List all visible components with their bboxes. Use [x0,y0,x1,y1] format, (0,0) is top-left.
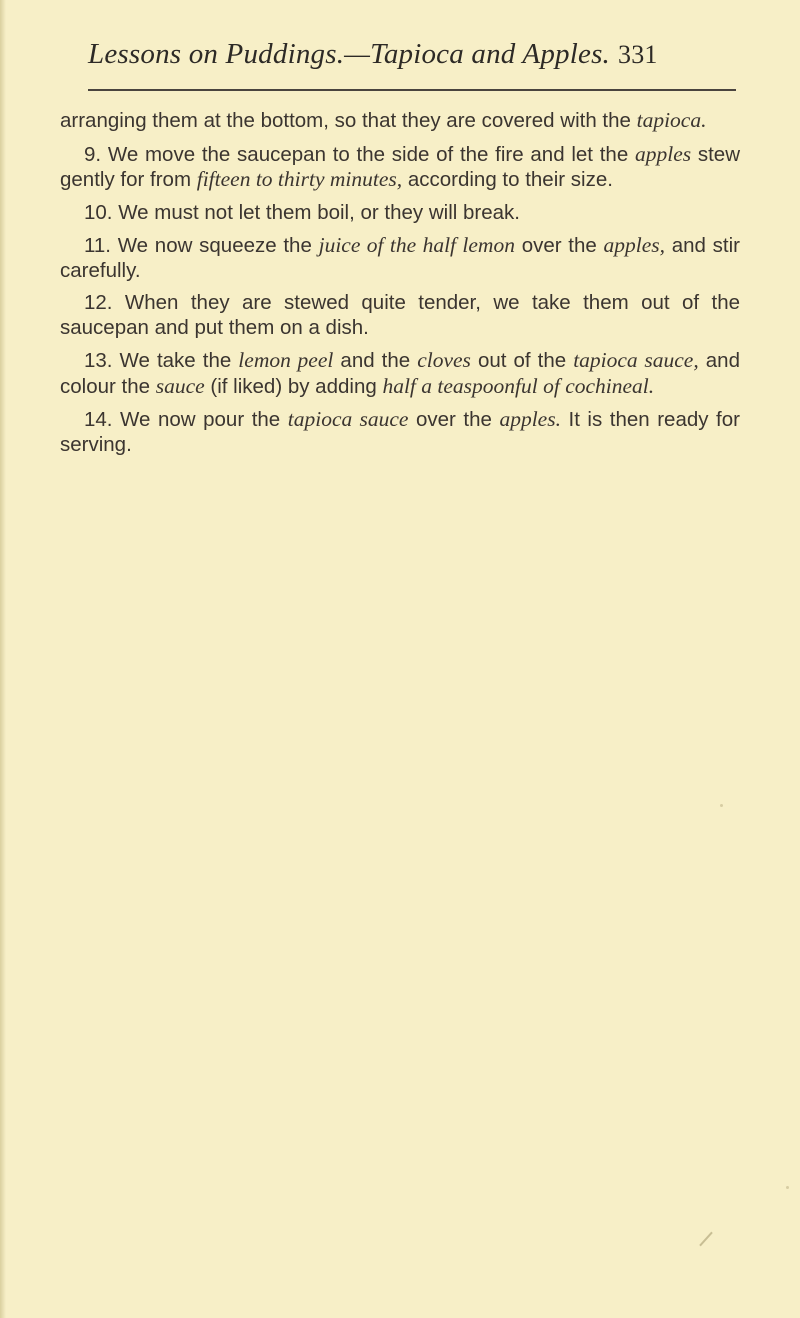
italic-run: tapioca sauce, [573,348,699,372]
text-run: We move the saucepan to the side of the fire and let the [101,142,635,166]
step-number: 14. [84,408,113,431]
text-run: When they are stewed quite tender, we take them out of the saucepan and put them on a dish. [60,291,740,339]
step-number: 11. [84,234,111,257]
text-run: We must not let them boil, or they will break. [112,200,521,224]
step-number: 9. [84,142,102,166]
header-rule [88,89,736,91]
text-run: over the [408,408,500,431]
italic-run: sauce [155,373,205,398]
running-header [88,38,738,71]
step-12 [60,291,740,340]
text-run: according to their size. [402,168,613,191]
italic-run: fifteen to thirty minutes, [196,167,403,191]
text-run: and the [333,349,418,372]
text-run: and colour the [60,349,740,398]
italic-run: lemon peel [238,348,334,372]
text-run: We now pour the [112,408,288,431]
page-edge [0,0,6,1318]
step-number: 10. [84,200,113,224]
paper-speck [720,804,723,807]
text-run: and stir carefully. [60,234,741,282]
step-13 [60,348,740,399]
text-run: It is then ready for serving. [60,408,740,456]
italic-run: apples. [499,407,561,431]
step-number: 13. [84,349,113,372]
text-run: stew gently for from [60,142,740,191]
text-run: (if liked) by adding [204,374,383,398]
text-run: We now squeeze the [110,234,319,257]
italic-run: tapioca. [636,108,707,132]
text-run: arranging them at the bottom, so that they are covered with the [60,109,637,132]
italic-run: tapioca sauce [287,407,409,431]
step-11 [60,233,740,283]
text-run: out of the [470,349,574,372]
page-body [60,108,740,465]
header-title: Lessons on Puddings.—Tapioca and Apples. [88,38,610,70]
text-run: over the [514,234,604,257]
paragraph-continuation [60,108,740,134]
italic-run: apples [634,141,692,166]
step-10 [60,201,740,226]
italic-run: apples, [603,233,666,257]
page-number: 331 [618,40,658,69]
paper-speck [786,1186,789,1189]
italic-run: juice of the half lemon [318,233,515,257]
step-number: 12. [84,291,113,314]
italic-run: cloves [417,348,471,372]
step-9 [60,142,740,193]
text-run: We take the [112,349,239,372]
step-14 [60,407,740,457]
pencil-mark [699,1232,713,1247]
italic-run: half a teaspoonful of cochineal. [382,373,655,398]
